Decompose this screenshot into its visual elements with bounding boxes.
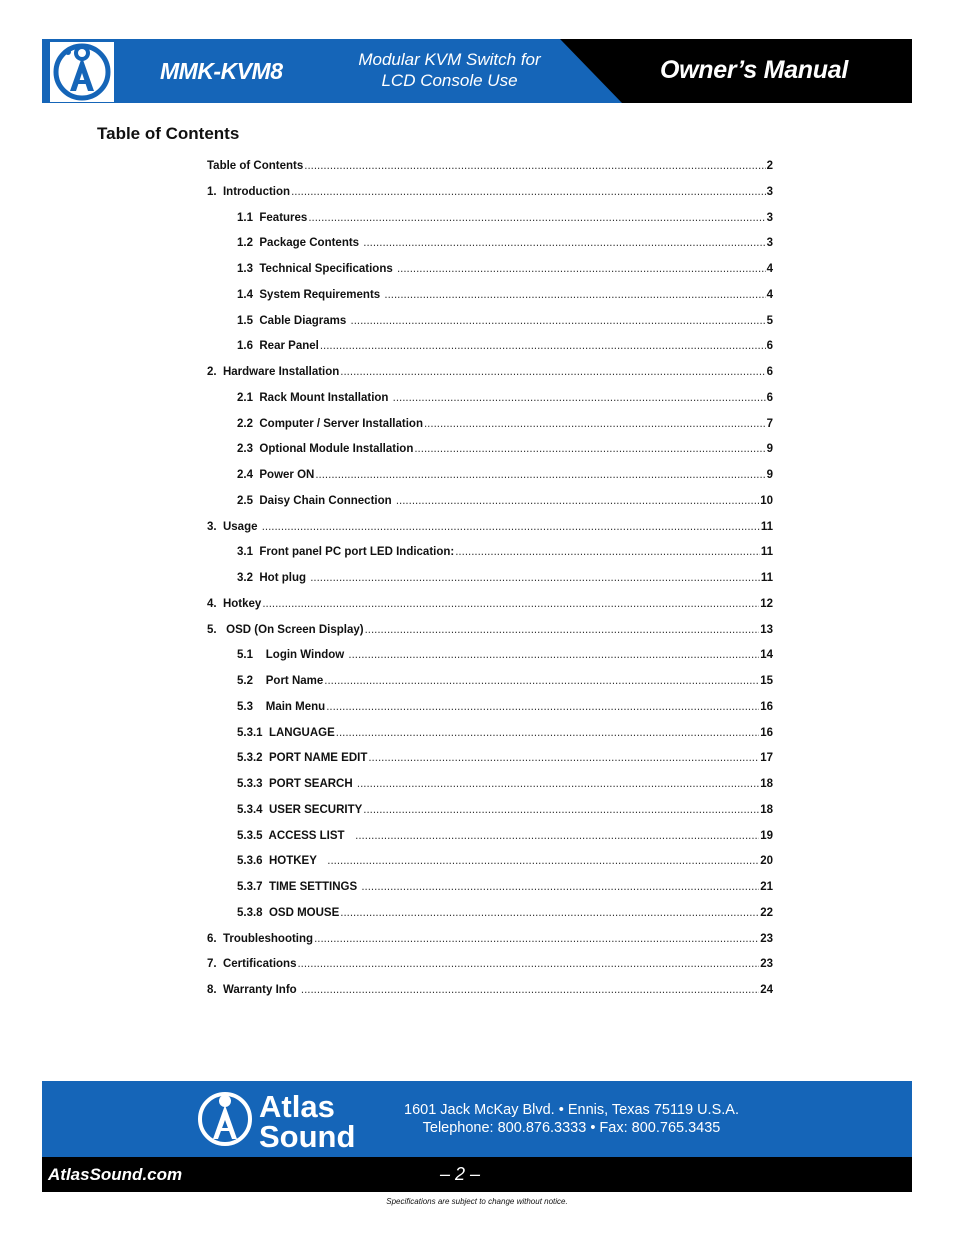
address-line: 1601 Jack McKay Blvd. • Ennis, Texas 75119 U.S.A. xyxy=(404,1102,739,1118)
toc-dot-leader xyxy=(297,958,759,970)
toc-entry-title: 6. Troubleshooting xyxy=(207,932,314,945)
toc-entry[interactable] xyxy=(207,366,773,382)
toc-entry-title: 8. Warranty Info xyxy=(207,984,300,996)
subtitle-line-1: Modular KVM Switch for xyxy=(358,50,541,69)
toc-entry[interactable] xyxy=(207,186,773,202)
toc-entry-title: 1.3 Technical Specifications xyxy=(237,263,396,275)
toc-entry[interactable] xyxy=(237,443,773,459)
toc-entry[interactable] xyxy=(237,855,773,871)
page-header xyxy=(42,39,912,103)
toc-entry-page: 15 xyxy=(760,675,773,687)
toc-entry[interactable] xyxy=(237,289,773,305)
toc-dot-leader xyxy=(357,778,759,790)
toc-entry[interactable] xyxy=(237,881,773,897)
toc-entry[interactable] xyxy=(237,469,773,485)
toc-entry-title: 5.3.1 LANGUAGE xyxy=(237,726,335,739)
toc-dot-leader xyxy=(314,933,759,945)
toc-entry[interactable] xyxy=(207,598,773,614)
toc-entry[interactable] xyxy=(237,263,773,279)
toc-entry-page: 16 xyxy=(760,726,773,739)
toc-entry-page: 6 xyxy=(766,340,773,353)
toc-dot-leader xyxy=(336,727,759,739)
toc-entry-page: 4 xyxy=(766,288,773,301)
toc-entry-page: 21 xyxy=(760,881,773,893)
toc-entry-page: 23 xyxy=(760,932,773,945)
toc-dot-leader xyxy=(326,701,759,713)
subtitle-line-2: LCD Console Use xyxy=(381,71,518,90)
toc-entry-title: 2.5 Daisy Chain Connection xyxy=(237,494,395,507)
toc-dot-leader xyxy=(424,418,766,430)
toc-entry-title: 5.3.3 PORT SEARCH xyxy=(237,778,356,790)
toc-entry[interactable] xyxy=(207,958,773,974)
toc-entry-page: 3 xyxy=(766,185,773,198)
toc-entry-page: 12 xyxy=(760,597,773,610)
phone-line: Telephone: 800.876.3333 • Fax: 800.765.3435 xyxy=(422,1120,721,1136)
toc-entry-page: 5 xyxy=(766,314,773,327)
toc-dot-leader xyxy=(262,598,759,610)
manual-title: Owner’s Manual xyxy=(660,56,848,84)
toc-entry[interactable] xyxy=(237,392,773,408)
toc-entry-page: 20 xyxy=(760,855,773,868)
toc-dot-leader xyxy=(310,572,760,584)
toc-entry[interactable] xyxy=(237,495,773,511)
toc-dot-leader xyxy=(355,830,759,842)
toc-entry[interactable] xyxy=(237,727,773,743)
toc-entry-title: 5.1 Login Window xyxy=(237,649,348,662)
toc-entry-title: Table of Contents xyxy=(207,160,304,172)
toc-dot-leader xyxy=(308,212,765,224)
toc-entry-page: 18 xyxy=(760,778,773,790)
toc-entry-page: 11 xyxy=(760,572,773,584)
toc-dot-leader xyxy=(393,392,766,404)
toc-entry-title: 2.3 Optional Module Installation xyxy=(237,443,414,456)
toc-entry[interactable] xyxy=(237,701,773,717)
toc-dot-leader xyxy=(327,855,759,867)
toc-dot-leader xyxy=(324,675,759,687)
toc-dot-leader xyxy=(351,315,766,327)
toc-entry-title: 2.2 Computer / Server Installation xyxy=(237,417,423,430)
toc-entry-title: 5.3.6 HOTKEY xyxy=(237,855,327,868)
toc-entry[interactable] xyxy=(207,521,773,537)
toc-entry-page: 4 xyxy=(766,263,773,275)
toc-entry-title: 1.5 Cable Diagrams xyxy=(237,314,350,327)
toc-dot-leader xyxy=(361,881,759,893)
toc-dot-leader xyxy=(348,649,759,661)
brand-word-sound: Sound xyxy=(259,1119,356,1151)
toc-entry[interactable] xyxy=(237,340,773,356)
toc-dot-leader xyxy=(368,752,759,764)
toc-entry[interactable] xyxy=(237,546,773,562)
atlas-sound-logo-icon xyxy=(42,39,120,103)
toc-entry[interactable] xyxy=(237,572,773,588)
toc-entry-page: 14 xyxy=(760,649,773,662)
toc-entry[interactable] xyxy=(237,804,773,820)
toc-entry[interactable] xyxy=(207,984,773,1000)
toc-entry-title: 1.4 System Requirements xyxy=(237,288,384,301)
toc-entry-page: 7 xyxy=(766,417,773,430)
toc-entry-title: 3.1 Front panel PC port LED Indication: xyxy=(237,546,455,559)
toc-entry-page: 16 xyxy=(760,700,773,713)
toc-entry-page: 18 xyxy=(760,803,773,816)
toc-entry[interactable] xyxy=(237,649,773,665)
toc-entry-title: 4. Hotkey xyxy=(207,597,262,610)
toc-heading: Table of Contents xyxy=(97,124,240,143)
toc-entry-title: 5.2 Port Name xyxy=(237,675,324,687)
toc-entry-title: 5.3.2 PORT NAME EDIT xyxy=(237,752,368,765)
toc-entry-title: 5.3.4 USER SECURITY xyxy=(237,803,363,816)
toc-entry-page: 11 xyxy=(760,546,773,559)
toc-entry-title: 5.3 Main Menu xyxy=(237,700,326,713)
toc-entry-page: 19 xyxy=(760,829,773,842)
toc-dot-leader xyxy=(315,469,765,481)
toc-entry-page: 23 xyxy=(760,958,773,971)
toc-entry-title: 2.4 Power ON xyxy=(237,469,315,481)
toc-dot-leader xyxy=(262,521,760,533)
toc-entry-page: 6 xyxy=(766,391,773,404)
toc-dot-leader xyxy=(340,366,765,378)
toc-entry-page: 9 xyxy=(766,469,773,481)
toc-dot-leader xyxy=(397,263,766,275)
toc-entry-page: 3 xyxy=(766,237,773,250)
toc-entry-page: 11 xyxy=(760,520,773,533)
toc-entry-title: 1.1 Features xyxy=(237,211,308,224)
toc-entry[interactable] xyxy=(237,675,773,691)
toc-entry-page: 17 xyxy=(760,752,773,765)
toc-entry[interactable] xyxy=(207,160,773,176)
page-number: – 2 – xyxy=(440,1164,481,1184)
toc-dot-leader xyxy=(363,804,759,816)
toc-entry[interactable] xyxy=(237,315,773,331)
toc-entry[interactable] xyxy=(207,933,773,949)
toc-entry-page: 2 xyxy=(766,160,773,172)
toc-dot-leader xyxy=(384,289,765,301)
toc-entry-page: 24 xyxy=(760,984,773,996)
toc-entry-page: 6 xyxy=(766,366,773,378)
brand-word-atlas: Atlas xyxy=(259,1089,335,1124)
toc-dot-leader xyxy=(455,546,760,558)
toc-entry[interactable] xyxy=(237,907,773,923)
toc-entry[interactable] xyxy=(237,778,773,794)
toc-dot-leader xyxy=(363,237,765,249)
toc-entry[interactable] xyxy=(237,752,773,768)
toc-dot-leader xyxy=(340,907,759,919)
contact-info xyxy=(394,1101,749,1137)
toc-entry-title: 3.2 Hot plug xyxy=(237,572,310,584)
toc-dot-leader xyxy=(365,624,760,636)
toc-entry-page: 22 xyxy=(760,906,773,919)
toc-entry-page: 9 xyxy=(766,443,773,456)
toc-dot-leader xyxy=(291,186,766,198)
toc-dot-leader xyxy=(301,984,759,996)
toc-entry-title: 1. Introduction xyxy=(207,185,291,198)
toc-entry-title: 1.6 Rear Panel xyxy=(237,340,319,353)
toc-dot-leader xyxy=(304,160,765,172)
disclaimer-notice: Specifications are subject to change without notice. xyxy=(386,1197,568,1206)
header-subtitle xyxy=(312,49,587,91)
toc-entry-title: 2.1 Rack Mount Installation xyxy=(237,391,392,404)
toc-entry-page: 13 xyxy=(760,623,773,636)
page-footer xyxy=(42,1081,912,1192)
toc-entry[interactable] xyxy=(237,212,773,228)
toc-entry[interactable] xyxy=(207,624,773,640)
toc-entry[interactable] xyxy=(237,830,773,846)
toc-entry-page: 3 xyxy=(766,211,773,224)
toc-entry-title: 2. Hardware Installation xyxy=(207,366,340,378)
model-name: MMK-KVM8 xyxy=(160,58,283,84)
website-link[interactable]: AtlasSound.com xyxy=(48,1165,183,1184)
toc-entry-title: 5.3.8 OSD MOUSE xyxy=(237,906,340,919)
toc-entry-page: 10 xyxy=(760,494,773,507)
toc-entry-title: 1.2 Package Contents xyxy=(237,237,363,250)
toc-entry-title: 5.3.7 TIME SETTINGS xyxy=(237,881,361,893)
toc-dot-leader xyxy=(414,443,765,455)
toc-entry-title: 5. OSD (On Screen Display) xyxy=(207,623,364,636)
toc-entry-title: 5.3.5 ACCESS LIST xyxy=(237,829,355,842)
toc-entry-title: 7. Certifications xyxy=(207,958,297,971)
toc-entry-title: 3. Usage xyxy=(207,520,261,533)
toc-entry[interactable] xyxy=(237,418,773,434)
atlas-sound-brand-logo xyxy=(197,1087,387,1151)
toc-entry[interactable] xyxy=(237,237,773,253)
toc-dot-leader xyxy=(320,340,766,352)
toc-dot-leader xyxy=(396,495,759,507)
